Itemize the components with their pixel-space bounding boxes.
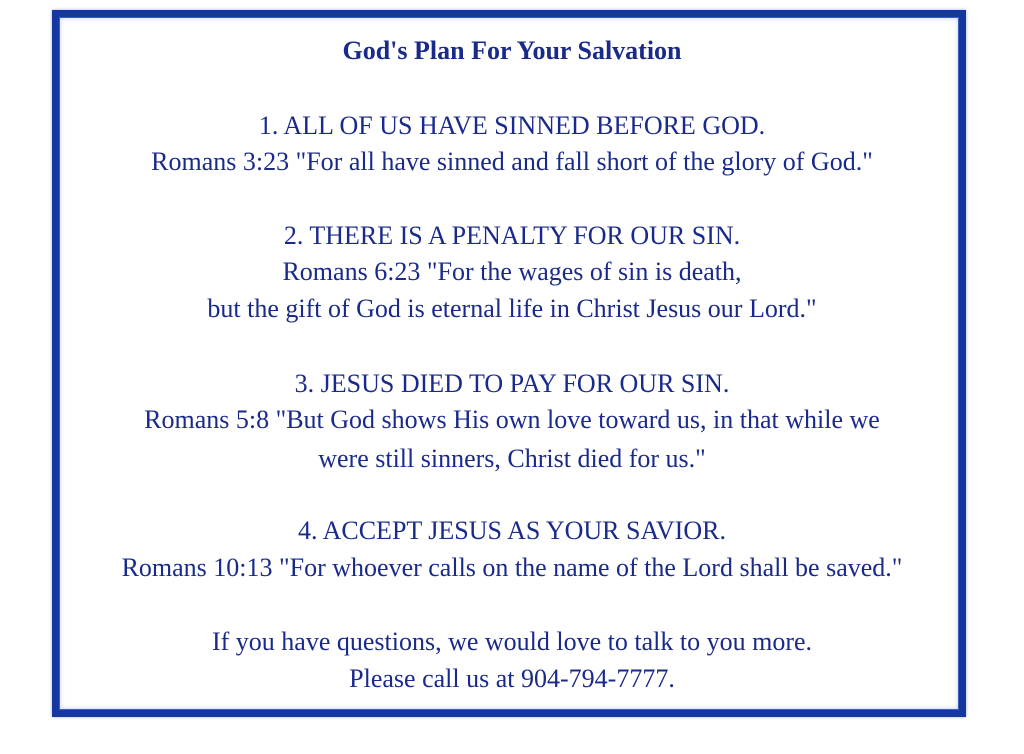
card-title: God's Plan For Your Salvation: [342, 36, 682, 65]
point-1-verse-line-1: Romans 3:23 "For all have sinned and fall short of the glory of God.": [151, 147, 873, 176]
closing-line-2-phone: Please call us at 904-794-7777.: [349, 664, 675, 693]
point-2-verse-line-2: but the gift of God is eternal life in Christ Jesus our Lord.": [207, 294, 817, 323]
point-2-heading: 2. THERE IS A PENALTY FOR OUR SIN.: [283, 221, 741, 250]
closing-line-1: If you have questions, we would love to talk to you more.: [211, 627, 813, 656]
point-1-heading: 1. ALL OF US HAVE SINNED BEFORE GOD.: [258, 111, 766, 140]
point-2-verse-line-1: Romans 6:23 "For the wages of sin is death,: [282, 257, 742, 286]
point-3-heading: 3. JESUS DIED TO PAY FOR OUR SIN.: [294, 369, 730, 398]
point-4-heading: 4. ACCEPT JESUS AS YOUR SAVIOR.: [298, 516, 726, 545]
point-3-verse-line-1: Romans 5:8 "But God shows His own love toward us, in that while we: [144, 405, 880, 434]
point-4-verse-line-1: Romans 10:13 "For whoever calls on the name of the Lord shall be saved.": [121, 553, 903, 582]
point-3-verse-line-2: were still sinners, Christ died for us.": [318, 444, 706, 473]
